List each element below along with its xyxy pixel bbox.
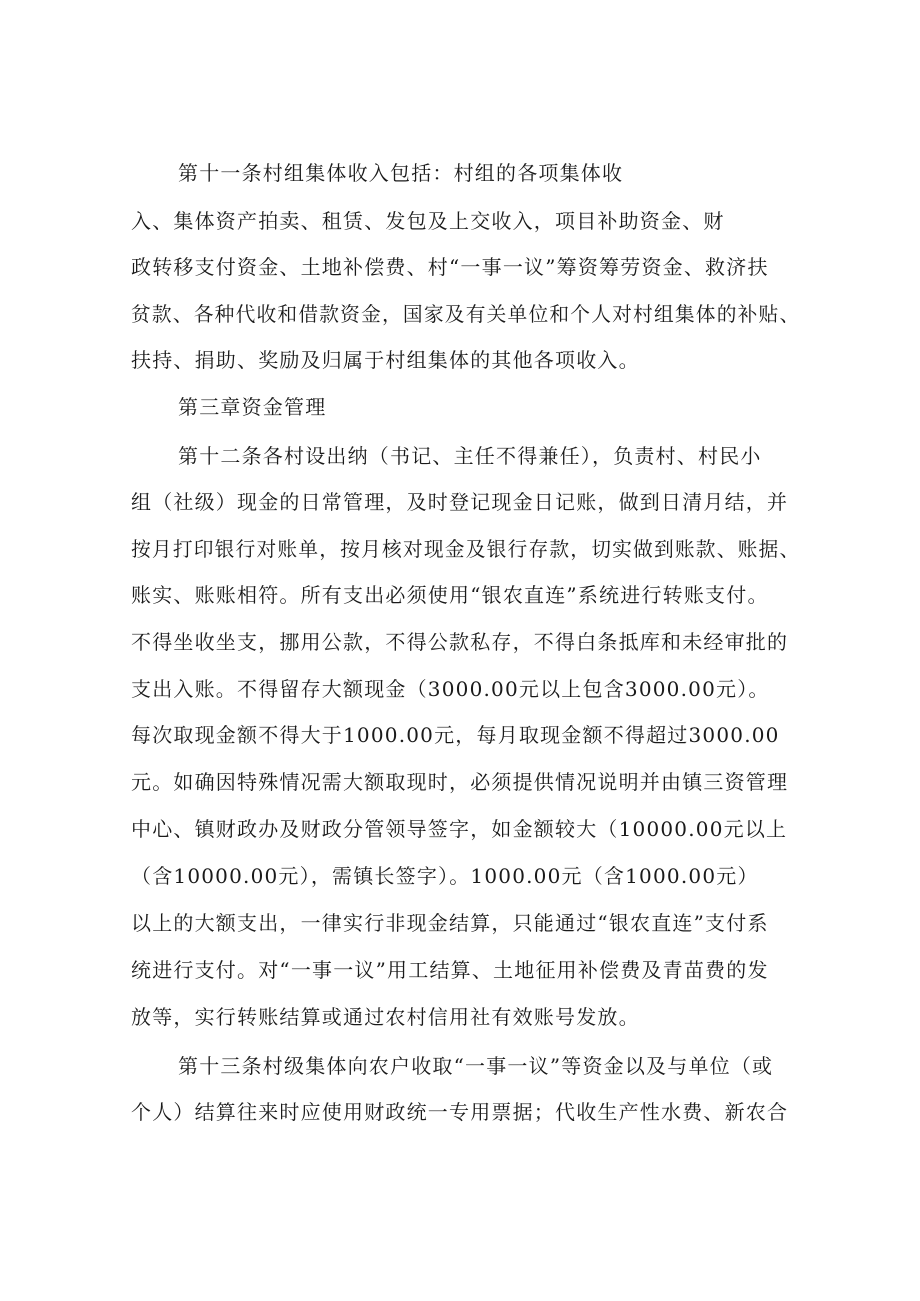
text-line: 组（社级）现金的日常管理，及时登记现金日记账，做到日清月结，并 (131, 490, 789, 514)
text-line: 账实、账账相符。所有支出必须使用“银农直连”系统进行转账支付。 (131, 583, 769, 607)
chapter-heading: 第三章资金管理 (178, 395, 327, 419)
text-line: 元。如确因特殊情况需大额取现时，必须提供情况说明并由镇三资管理 (131, 770, 789, 794)
text-line: 放等，实行转账结算或通过农村信用社有效账号发放。 (131, 1005, 640, 1029)
text-line: 第十一条村组集体收入包括：村组的各项集体收 (178, 161, 624, 185)
text-line: 贫款、各种代收和借款资金，国家及有关单位和个人对村组集体的补贴、 (131, 302, 801, 326)
text-line: 按月打印银行对账单，按月核对现金及银行存款，切实做到账款、账据、 (131, 537, 801, 561)
text-line: （含10000.00元），需镇长签字）。1000.00元（含1000.00元） (131, 864, 759, 888)
text-line: 统进行支付。对“一事一议”用工结算、土地征用补偿费及青苗费的发 (131, 958, 769, 982)
text-line: 入、集体资产拍卖、租赁、发包及上交收入，项目补助资金、财 (131, 209, 725, 233)
text-line: 以上的大额支出，一律实行非现金结算，只能通过“银农直连”支付系 (131, 911, 769, 935)
text-line: 每次取现金额不得大于1000.00元，每月取现金额不得超过3000.00 (131, 723, 780, 747)
text-line: 中心、镇财政办及财政分管领导签字，如金额较大（10000.00元以上 (131, 817, 788, 841)
text-line: 政转移支付资金、土地补偿费、村“一事一议”筹资筹劳资金、救济扶 (131, 255, 769, 279)
text-line: 支出入账。不得留存大额现金（3000.00元以上包含3000.00元）。 (131, 677, 770, 701)
text-line: 第十二条各村设出纳（书记、主任不得兼任），负责村、村民小 (178, 444, 762, 468)
text-line: 个人）结算往来时应使用财政统一专用票据；代收生产性水费、新农合 (131, 1100, 789, 1124)
text-line: 扶持、捐助、奖励及归属于村组集体的其他各项收入。 (131, 348, 640, 372)
text-line: 不得坐收坐支，挪用公款，不得公款私存，不得白条抵库和未经审批的 (131, 630, 789, 654)
text-line: 第十三条村级集体向农户收取“一事一议”等资金以及与单位（或 (178, 1054, 774, 1078)
